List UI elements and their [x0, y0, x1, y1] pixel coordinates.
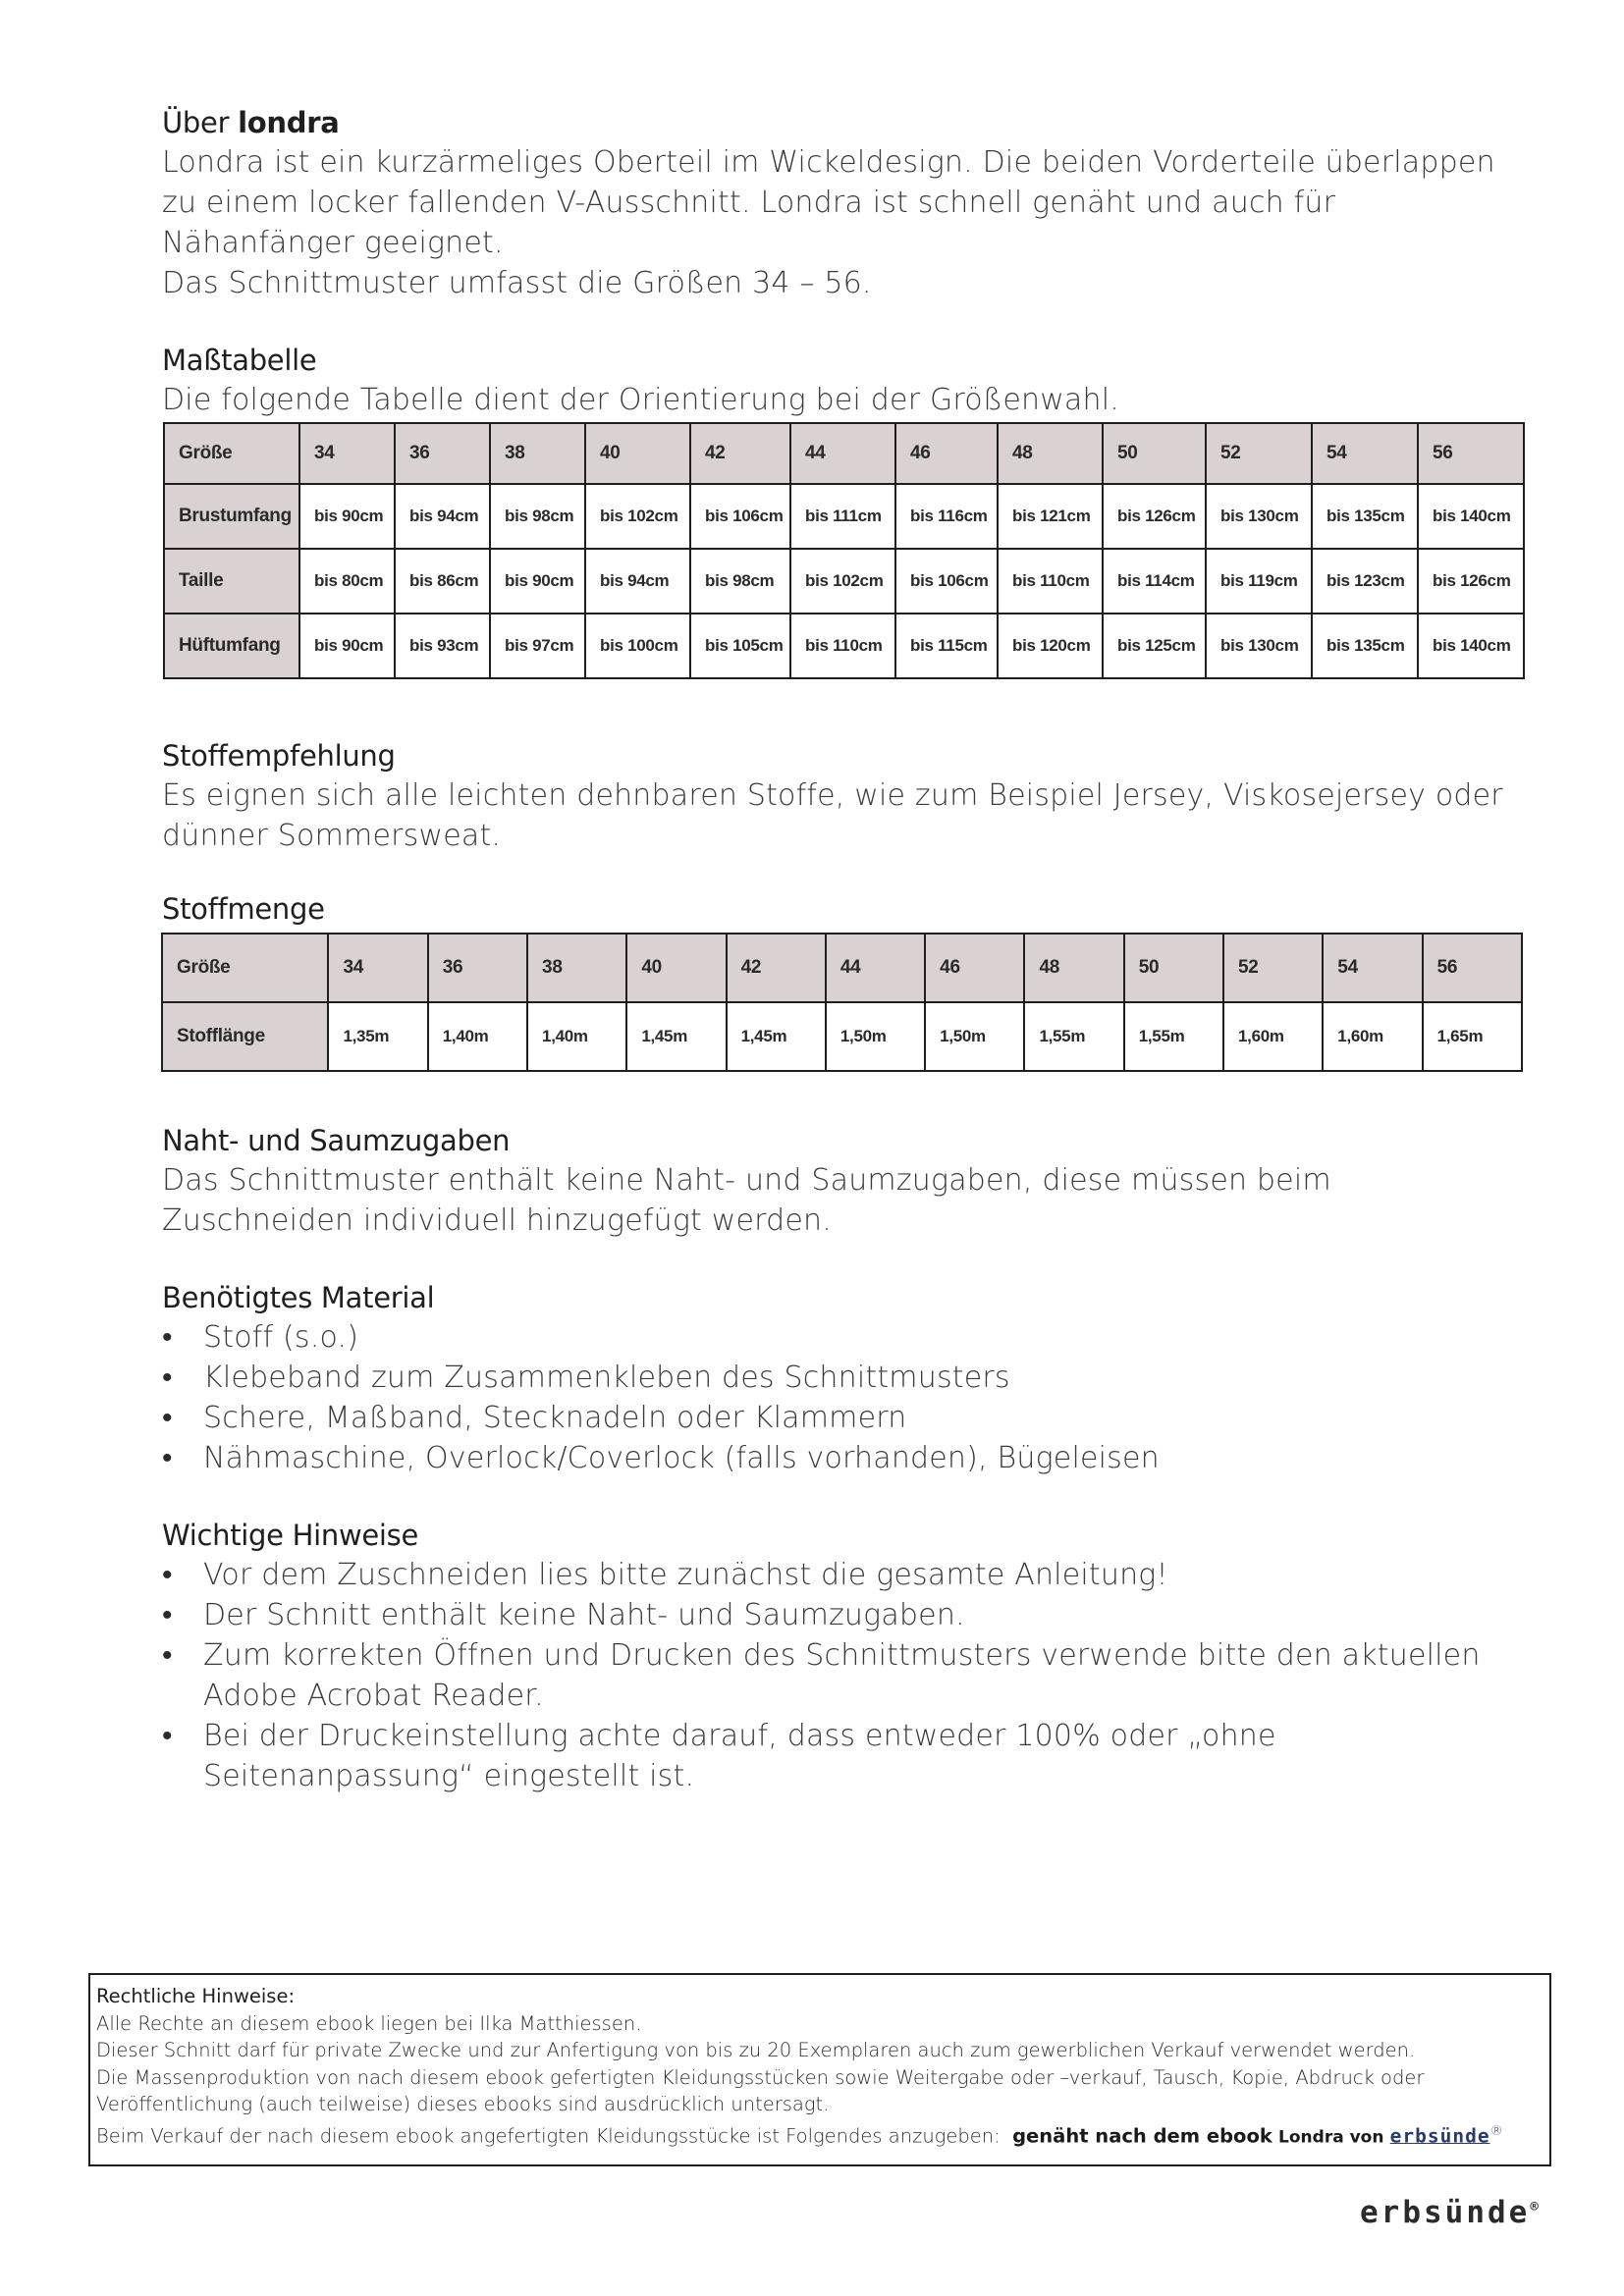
- notes-heading: Wichtige Hinweise: [162, 1519, 419, 1552]
- table-header-cell: 44: [826, 934, 925, 1002]
- table-cell: bis 111cm: [790, 484, 895, 549]
- table-header-cell: 38: [527, 934, 626, 1002]
- legal-line: Beim Verkauf der nach diesem ebook angefertigten Kleidungsstücke ist Folgendes anzugeben: genäht nach dem ebook Londra von erbsünde®: [96, 2123, 1503, 2147]
- measurements-intro: Die folgende Tabelle dient der Orientierung bei der Größenwahl.: [162, 383, 1120, 417]
- table-header-cell: 48: [998, 423, 1103, 484]
- table-header-cell: Größe: [164, 423, 299, 484]
- table-cell: bis 86cm: [395, 549, 490, 614]
- table-cell: bis 100cm: [585, 614, 690, 678]
- about-paragraph: Londra ist ein kurzärmeliges Oberteil im Wickeldesign. Die beiden Vorderteile überlappen zu einem locker fallenden V-Ausschnitt. Londra ist schnell genäht und auch für Nähanfänger geeignet.: [162, 145, 1495, 260]
- seams-heading: Naht- und Saumzugaben: [162, 1124, 511, 1157]
- table-header-cell: 46: [925, 934, 1024, 1002]
- table-cell: bis 120cm: [998, 614, 1103, 678]
- table-cell: bis 97cm: [490, 614, 585, 678]
- list-item: • Klebeband zum Zusammenkleben des Schnittmusters: [162, 1358, 1517, 1398]
- table-header-cell: 56: [1418, 423, 1524, 484]
- material-list: [162, 1317, 1517, 1478]
- row-label-cell: Hüftumfang: [164, 614, 299, 678]
- credit-name: Londra von: [1278, 2127, 1384, 2147]
- table-cell: bis 140cm: [1418, 484, 1524, 549]
- brand-link[interactable]: erbsünde: [1389, 2124, 1490, 2147]
- table-cell: bis 98cm: [490, 484, 585, 549]
- list-item: • Der Schnitt enthält keine Naht- und Saumzugaben.: [162, 1595, 1517, 1635]
- about-heading: Über londra: [162, 106, 340, 139]
- legal-line: Die Massenproduktion von nach diesem ebook gefertigten Kleidungsstücken sowie Weitergabe oder –verkauf, Tausch, Kopie, Abdruck oder Veröffentlichung (auch teilweise) dieses ebooks sind ausdrücklich untersagt.: [96, 2065, 1425, 2115]
- table-header-cell: 46: [895, 423, 998, 484]
- table-cell: bis 140cm: [1418, 614, 1524, 678]
- table-cell: bis 116cm: [895, 484, 998, 549]
- table-row: [162, 1002, 1522, 1071]
- legal-line: Dieser Schnitt darf für private Zwecke und zur Anfertigung von bis zu 20 Exemplaren auch zum gewerblichen Verkauf verwendet werden.: [96, 2039, 1416, 2061]
- table-cell: bis 130cm: [1206, 484, 1312, 549]
- table-cell: bis 126cm: [1103, 484, 1206, 549]
- legal-line: Alle Rechte an diesem ebook liegen bei Ilka Matthiessen.: [96, 2011, 642, 2035]
- table-header-cell: 52: [1223, 934, 1323, 1002]
- table-header-cell: 34: [299, 423, 395, 484]
- table-cell: bis 90cm: [299, 484, 395, 549]
- table-cell: bis 123cm: [1312, 549, 1418, 614]
- measurements-heading: Maßtabelle: [162, 344, 317, 377]
- table-cell: 1,60m: [1323, 1002, 1422, 1071]
- table-cell: 1,50m: [925, 1002, 1024, 1071]
- table-header-cell: 42: [690, 423, 790, 484]
- table-header-cell: 50: [1124, 934, 1223, 1002]
- table-cell: 1,50m: [826, 1002, 925, 1071]
- table-cell: 1,35m: [328, 1002, 427, 1071]
- table-cell: bis 102cm: [585, 484, 690, 549]
- list-item: • Nähmaschine, Overlock/Coverlock (falls vorhanden), Bügeleisen: [162, 1438, 1517, 1478]
- table-cell: bis 135cm: [1312, 484, 1418, 549]
- table-cell: bis 90cm: [490, 549, 585, 614]
- table-header-cell: 36: [428, 934, 527, 1002]
- table-header-cell: 52: [1206, 423, 1312, 484]
- table-header-cell: 54: [1312, 423, 1418, 484]
- table-cell: bis 110cm: [790, 614, 895, 678]
- table-cell: bis 98cm: [690, 549, 790, 614]
- table-cell: 1,65m: [1423, 1002, 1522, 1071]
- table-cell: bis 130cm: [1206, 614, 1312, 678]
- size-range-text: Das Schnittmuster umfasst die Größen 34 – 56.: [162, 266, 872, 300]
- table-cell: bis 119cm: [1206, 549, 1312, 614]
- table-header-cell: 38: [490, 423, 585, 484]
- list-item: • Bei der Druckeinstellung achte darauf, dass entweder 100% oder „ohne Seitenanpassung“ eingestellt ist.: [162, 1716, 1517, 1796]
- material-heading: Benötigtes Material: [162, 1281, 435, 1314]
- table-header-cell: 56: [1423, 934, 1522, 1002]
- size-chart-table: [163, 422, 1525, 679]
- table-cell: 1,45m: [626, 1002, 726, 1071]
- table-cell: bis 121cm: [998, 484, 1103, 549]
- table-cell: 1,55m: [1124, 1002, 1223, 1071]
- table-cell: bis 102cm: [790, 549, 895, 614]
- seams-text: Das Schnittmuster enthält keine Naht- und Saumzugaben, diese müssen beim Zuschneiden individuell hinzugefügt werden.: [162, 1163, 1331, 1238]
- legal-title: Rechtliche Hinweise:: [96, 1985, 296, 2007]
- row-label-cell: Taille: [164, 549, 299, 614]
- table-row: [164, 614, 1524, 678]
- table-header-cell: 48: [1024, 934, 1123, 1002]
- table-cell: bis 106cm: [690, 484, 790, 549]
- table-cell: 1,60m: [1223, 1002, 1323, 1071]
- table-header-cell: 34: [328, 934, 427, 1002]
- amount-heading: Stoffmenge: [162, 892, 325, 926]
- document-content: [162, 103, 1517, 1796]
- registered-mark: ®: [1489, 2123, 1503, 2139]
- fabric-heading: Stoffempfehlung: [162, 739, 396, 773]
- table-cell: bis 125cm: [1103, 614, 1206, 678]
- table-cell: bis 135cm: [1312, 614, 1418, 678]
- list-item: • Zum korrekten Öffnen und Drucken des Schnittmusters verwende bitte den aktuellen Adobe Acrobat Reader.: [162, 1635, 1517, 1716]
- notes-list: [162, 1555, 1517, 1796]
- table-header-cell: 50: [1103, 423, 1206, 484]
- credit-prefix: genäht nach dem ebook: [1012, 2124, 1272, 2147]
- table-cell: bis 106cm: [895, 549, 998, 614]
- table-row: [164, 549, 1524, 614]
- table-header-cell: 40: [626, 934, 726, 1002]
- row-label-cell: Stofflänge: [162, 1002, 328, 1071]
- fabric-amount-table: [161, 933, 1523, 1072]
- legal-notice-box: [88, 1973, 1551, 2166]
- table-cell: bis 115cm: [895, 614, 998, 678]
- list-item: • Schere, Maßband, Stecknadeln oder Klammern: [162, 1398, 1517, 1438]
- table-cell: bis 110cm: [998, 549, 1103, 614]
- table-header-cell: 54: [1323, 934, 1422, 1002]
- table-header-cell: Größe: [162, 934, 328, 1002]
- row-label-cell: Brustumfang: [164, 484, 299, 549]
- fabric-text: Es eignen sich alle leichten dehnbaren Stoffe, wie zum Beispiel Jersey, Viskosejersey oder dünner Sommersweat.: [162, 778, 1503, 853]
- table-cell: bis 126cm: [1418, 549, 1524, 614]
- table-row: [164, 484, 1524, 549]
- table-header-cell: 42: [727, 934, 826, 1002]
- table-header-cell: 36: [395, 423, 490, 484]
- table-cell: bis 105cm: [690, 614, 790, 678]
- list-item: • Vor dem Zuschneiden lies bitte zunächst die gesamte Anleitung!: [162, 1555, 1517, 1595]
- table-cell: 1,45m: [727, 1002, 826, 1071]
- table-cell: 1,40m: [428, 1002, 527, 1071]
- table-cell: bis 90cm: [299, 614, 395, 678]
- table-header-cell: 40: [585, 423, 690, 484]
- table-cell: 1,55m: [1024, 1002, 1123, 1071]
- list-item: • Stoff (s.o.): [162, 1317, 1517, 1358]
- table-cell: bis 114cm: [1103, 549, 1206, 614]
- table-cell: bis 93cm: [395, 614, 490, 678]
- table-header-row: [162, 934, 1522, 1002]
- table-header-row: [164, 423, 1524, 484]
- table-cell: 1,40m: [527, 1002, 626, 1071]
- footer-logo: erbsünde®: [1360, 2195, 1539, 2230]
- table-cell: bis 80cm: [299, 549, 395, 614]
- table-header-cell: 44: [790, 423, 895, 484]
- table-cell: bis 94cm: [395, 484, 490, 549]
- table-cell: bis 94cm: [585, 549, 690, 614]
